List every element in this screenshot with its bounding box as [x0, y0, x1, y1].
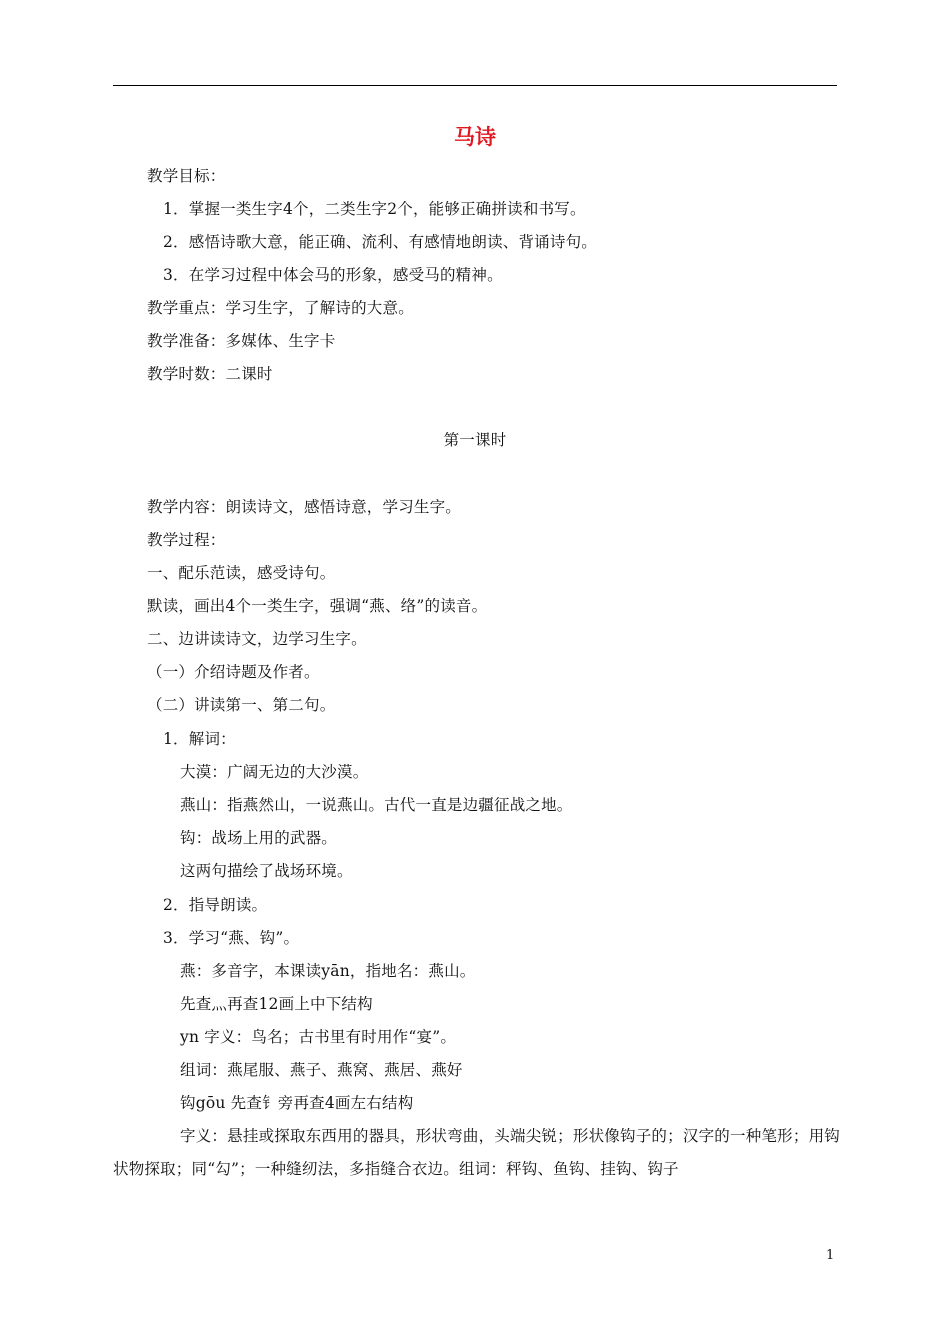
step-1: 一、配乐范读，感受诗句。 [147, 564, 336, 582]
lesson-heading: 第一课时 [443, 431, 507, 449]
yan-reading: 燕：多音字，本课读yān，指地名：燕山。 [180, 962, 476, 980]
page-number: 1 [826, 1248, 835, 1263]
goals-heading: 教学目标： [147, 167, 226, 185]
definition-gou: 钩：战场上用的武器。 [180, 829, 338, 847]
definition-damo: 大漠：广阔无边的大沙漠。 [180, 763, 369, 781]
item-1: 1．解词： [163, 730, 236, 748]
yan-words: 组词：燕尾服、燕子、燕窝、燕居、燕好 [180, 1061, 463, 1079]
page-title: 马诗 [454, 125, 496, 149]
gou-meaning-paragraph: 字义：悬挂或探取东西用的器具，形状弯曲，头端尖锐；形状像钩子的；汉字的一种笔形；用钩状物探取；同“勾”；一种缝纫法，多指缝合衣边。组词：秤钩、鱼钩、挂钩、钩子 [113, 1127, 840, 1178]
goal-item: 2．感悟诗歌大意，能正确、流利、有感情地朗读、背诵诗句。 [163, 233, 597, 251]
content-line: 教学内容：朗读诗文，感悟诗意，学习生字。 [147, 498, 462, 516]
goal-item: 3．在学习过程中体会马的形象，感受马的精神。 [163, 266, 503, 284]
header-rule [113, 85, 837, 86]
step-2: 二、边讲读诗文，边学习生字。 [147, 630, 367, 648]
focus-line: 教学重点：学习生字，了解诗的大意。 [147, 299, 414, 317]
definition-yanshan: 燕山：指燕然山，一说燕山。古代一直是边疆征战之地。 [180, 796, 573, 814]
gou-stroke: 钩gōu 先查钅旁再查4画左右结构 [180, 1094, 414, 1112]
item-2: 2．指导朗读。 [163, 896, 268, 914]
step-1-detail: 默读，画出4个一类生字，强调“燕、络”的读音。 [147, 597, 488, 615]
goal-item: 1．掌握一类生字4个，二类生字2个，能够正确拼读和书写。 [163, 200, 586, 218]
yan-stroke: 先查灬再查12画上中下结构 [180, 995, 373, 1013]
summary-line: 这两句描绘了战场环境。 [180, 862, 353, 880]
prep-line: 教学准备：多媒体、生字卡 [147, 332, 336, 350]
hours-line: 教学时数：二课时 [147, 365, 273, 383]
item-3: 3．学习“燕、钩”。 [163, 929, 300, 947]
process-heading: 教学过程： [147, 531, 226, 549]
yan-meaning: yn 字义：鸟名；古书里有时用作“宴”。 [180, 1028, 457, 1046]
sub-step-2: （二）讲读第一、第二句。 [147, 696, 336, 714]
sub-step-1: （一）介绍诗题及作者。 [147, 663, 320, 681]
